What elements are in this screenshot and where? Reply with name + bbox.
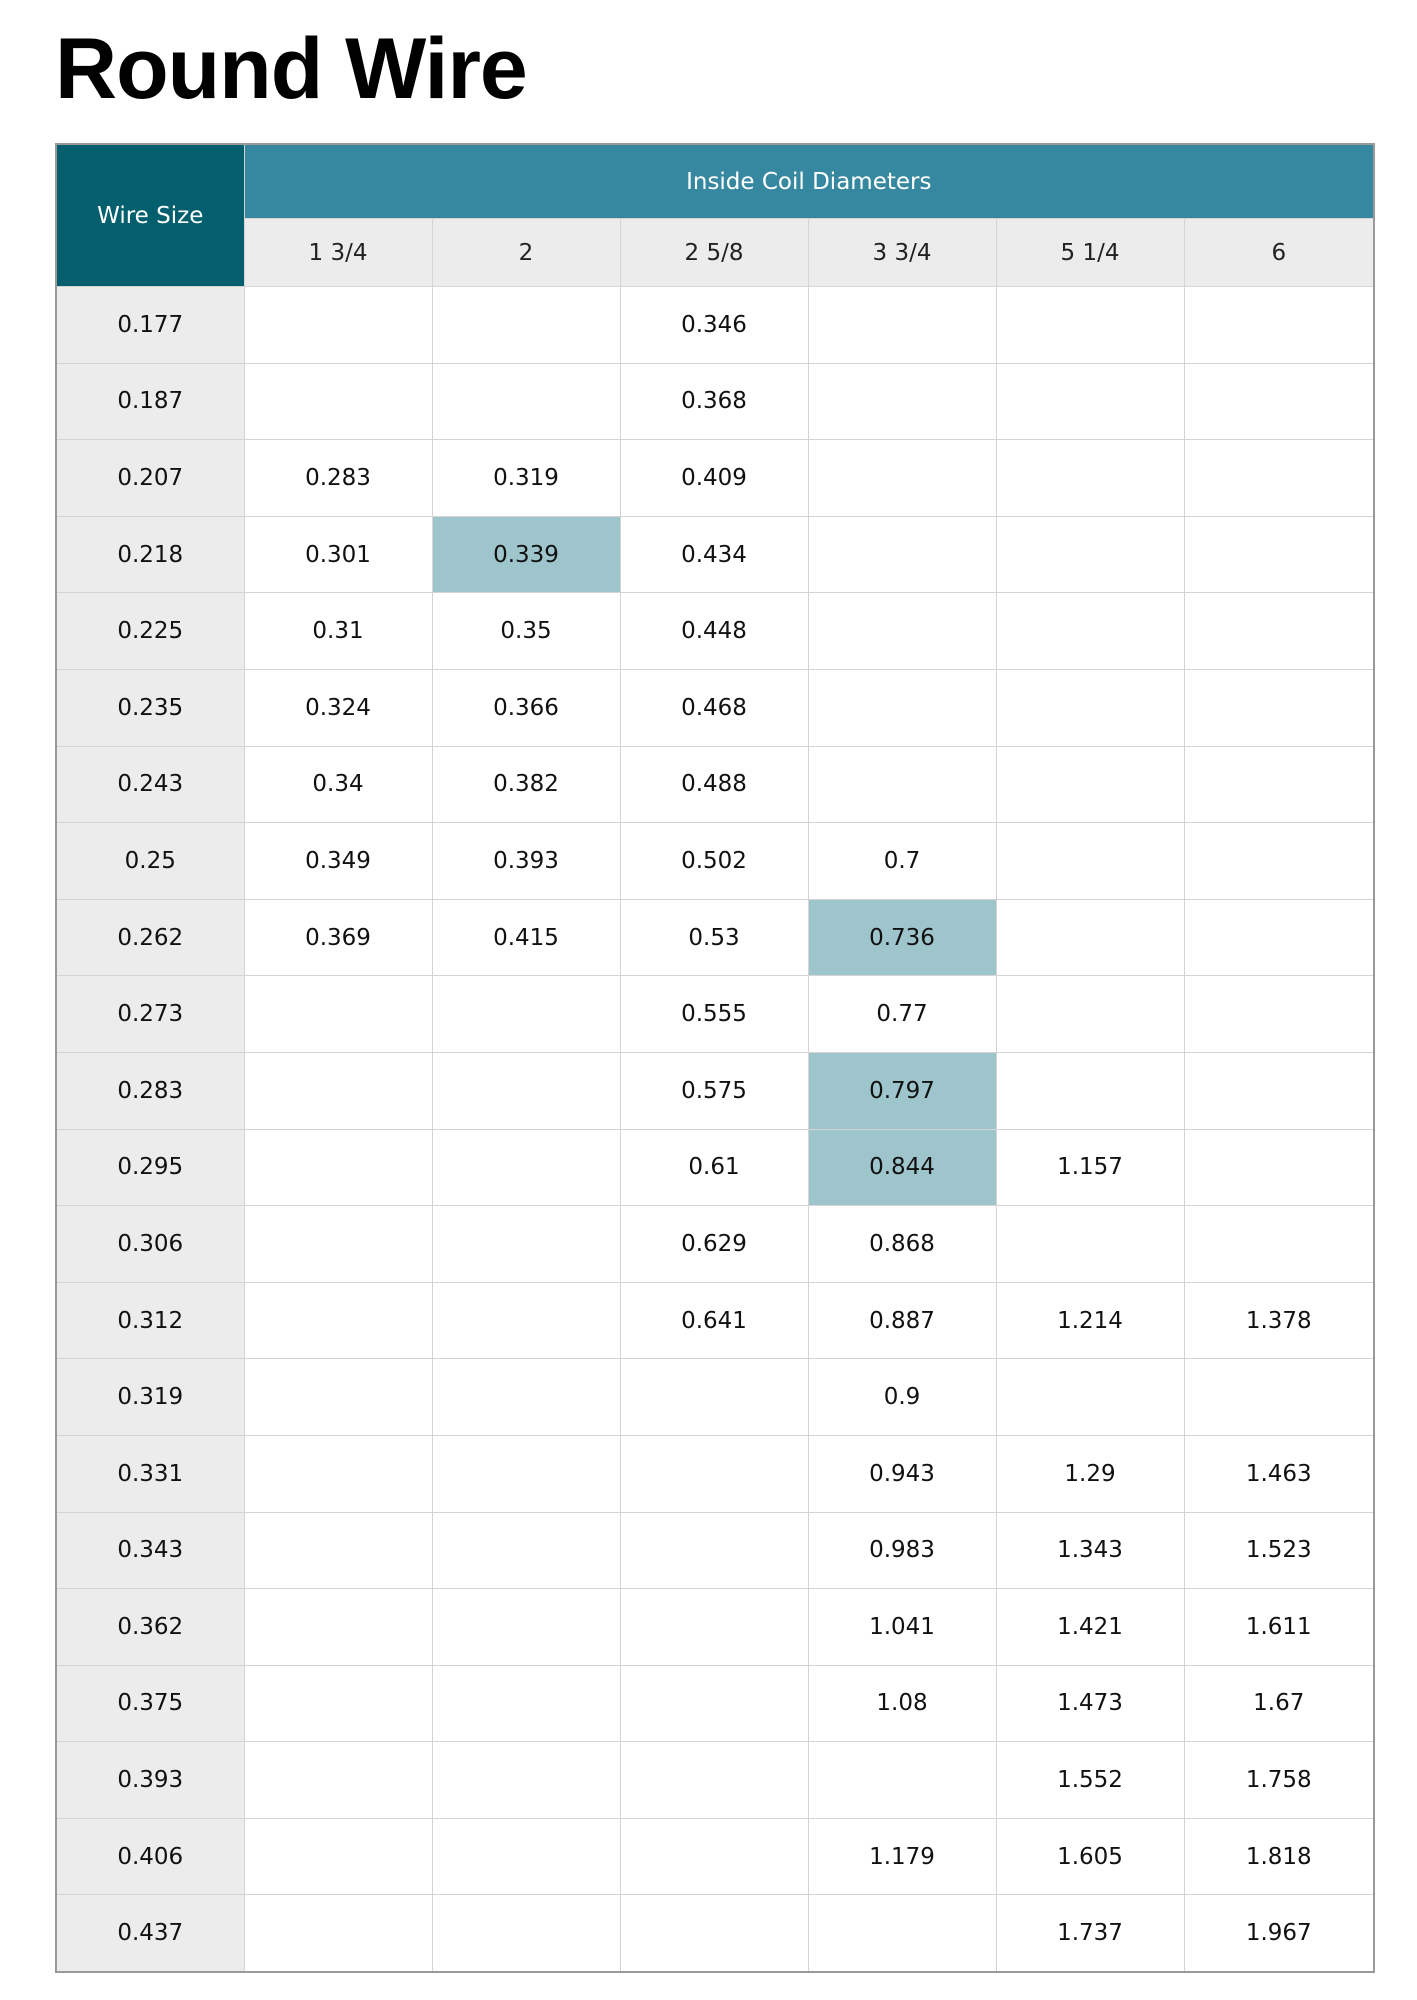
value-cell bbox=[1184, 287, 1374, 364]
wire-size-header: Wire Size bbox=[56, 144, 244, 287]
value-cell: 1.523 bbox=[1184, 1512, 1374, 1589]
wire-size-cell: 0.295 bbox=[56, 1129, 244, 1206]
value-cell bbox=[244, 1742, 432, 1819]
value-cell: 1.611 bbox=[1184, 1589, 1374, 1666]
value-cell bbox=[808, 746, 996, 823]
value-cell bbox=[432, 287, 620, 364]
value-cell bbox=[244, 1435, 432, 1512]
value-cell bbox=[244, 1206, 432, 1283]
table-row bbox=[56, 1282, 1374, 1359]
wire-size-cell: 0.343 bbox=[56, 1512, 244, 1589]
page-title: Round Wire bbox=[55, 21, 527, 117]
value-cell bbox=[808, 1742, 996, 1819]
value-cell: 0.868 bbox=[808, 1206, 996, 1283]
value-cell bbox=[432, 363, 620, 440]
value-cell bbox=[808, 1895, 996, 1972]
value-cell bbox=[808, 287, 996, 364]
value-cell bbox=[244, 1129, 432, 1206]
value-cell: 1.737 bbox=[996, 1895, 1184, 1972]
diameter-header: 6 bbox=[1184, 219, 1374, 287]
table-row bbox=[56, 1818, 1374, 1895]
diameter-header: 2 bbox=[432, 219, 620, 287]
round-wire-table bbox=[55, 143, 1375, 1973]
value-cell: 1.08 bbox=[808, 1665, 996, 1742]
wire-size-cell: 0.177 bbox=[56, 287, 244, 364]
table-row bbox=[56, 1435, 1374, 1512]
value-cell: 0.641 bbox=[620, 1282, 808, 1359]
value-cell: 0.409 bbox=[620, 440, 808, 517]
table-row bbox=[56, 1206, 1374, 1283]
value-cell bbox=[620, 1818, 808, 1895]
value-cell bbox=[432, 1895, 620, 1972]
wire-size-cell: 0.243 bbox=[56, 746, 244, 823]
wire-size-cell: 0.393 bbox=[56, 1742, 244, 1819]
wire-size-cell: 0.218 bbox=[56, 516, 244, 593]
value-cell bbox=[244, 363, 432, 440]
table-row bbox=[56, 516, 1374, 593]
wire-size-cell: 0.207 bbox=[56, 440, 244, 517]
table-row bbox=[56, 363, 1374, 440]
value-cell: 1.463 bbox=[1184, 1435, 1374, 1512]
value-cell: 0.283 bbox=[244, 440, 432, 517]
value-cell: 1.552 bbox=[996, 1742, 1184, 1819]
value-cell: 1.343 bbox=[996, 1512, 1184, 1589]
value-cell: 1.758 bbox=[1184, 1742, 1374, 1819]
value-cell: 0.502 bbox=[620, 823, 808, 900]
value-cell: 1.67 bbox=[1184, 1665, 1374, 1742]
wire-size-cell: 0.362 bbox=[56, 1589, 244, 1666]
value-cell: 0.301 bbox=[244, 516, 432, 593]
value-cell bbox=[996, 516, 1184, 593]
diameter-header: 3 3/4 bbox=[808, 219, 996, 287]
value-cell: 1.605 bbox=[996, 1818, 1184, 1895]
table-row bbox=[56, 1665, 1374, 1742]
wire-size-cell: 0.262 bbox=[56, 899, 244, 976]
table-row bbox=[56, 593, 1374, 670]
value-cell bbox=[1184, 669, 1374, 746]
value-cell bbox=[1184, 363, 1374, 440]
value-cell bbox=[1184, 746, 1374, 823]
value-cell bbox=[1184, 823, 1374, 900]
value-cell bbox=[620, 1665, 808, 1742]
value-cell bbox=[996, 899, 1184, 976]
table-row bbox=[56, 1512, 1374, 1589]
value-cell bbox=[432, 1512, 620, 1589]
value-cell bbox=[620, 1512, 808, 1589]
value-cell bbox=[996, 976, 1184, 1053]
table-row bbox=[56, 823, 1374, 900]
value-cell: 0.629 bbox=[620, 1206, 808, 1283]
value-cell bbox=[1184, 593, 1374, 670]
table-row bbox=[56, 899, 1374, 976]
table-row bbox=[56, 1052, 1374, 1129]
highlighted-cell: 0.797 bbox=[808, 1052, 996, 1129]
value-cell bbox=[244, 1052, 432, 1129]
value-cell: 1.473 bbox=[996, 1665, 1184, 1742]
value-cell bbox=[432, 1206, 620, 1283]
diameter-header: 5 1/4 bbox=[996, 219, 1184, 287]
value-cell: 1.214 bbox=[996, 1282, 1184, 1359]
value-cell bbox=[1184, 1052, 1374, 1129]
value-cell bbox=[996, 287, 1184, 364]
highlighted-cell: 0.844 bbox=[808, 1129, 996, 1206]
value-cell bbox=[996, 363, 1184, 440]
diameter-header: 1 3/4 bbox=[244, 219, 432, 287]
value-cell bbox=[432, 1359, 620, 1436]
value-cell: 0.349 bbox=[244, 823, 432, 900]
value-cell bbox=[996, 1359, 1184, 1436]
wire-size-cell: 0.437 bbox=[56, 1895, 244, 1972]
value-cell: 0.575 bbox=[620, 1052, 808, 1129]
value-cell: 1.041 bbox=[808, 1589, 996, 1666]
value-cell: 1.421 bbox=[996, 1589, 1184, 1666]
value-cell bbox=[996, 669, 1184, 746]
value-cell bbox=[996, 746, 1184, 823]
value-cell: 0.393 bbox=[432, 823, 620, 900]
value-cell bbox=[808, 593, 996, 670]
highlighted-cell: 0.736 bbox=[808, 899, 996, 976]
value-cell bbox=[244, 1818, 432, 1895]
value-cell bbox=[432, 1742, 620, 1819]
value-cell: 0.34 bbox=[244, 746, 432, 823]
value-cell bbox=[244, 1589, 432, 1666]
value-cell bbox=[996, 1052, 1184, 1129]
value-cell bbox=[996, 823, 1184, 900]
diameter-header-row bbox=[56, 219, 1374, 287]
value-cell bbox=[1184, 1206, 1374, 1283]
wire-size-cell: 0.312 bbox=[56, 1282, 244, 1359]
value-cell bbox=[432, 1818, 620, 1895]
value-cell: 0.415 bbox=[432, 899, 620, 976]
value-cell bbox=[432, 1282, 620, 1359]
value-cell: 0.7 bbox=[808, 823, 996, 900]
value-cell bbox=[620, 1589, 808, 1666]
value-cell bbox=[432, 976, 620, 1053]
value-cell: 0.31 bbox=[244, 593, 432, 670]
value-cell bbox=[620, 1742, 808, 1819]
wire-size-cell: 0.406 bbox=[56, 1818, 244, 1895]
value-cell bbox=[1184, 1129, 1374, 1206]
value-cell: 0.324 bbox=[244, 669, 432, 746]
table-row bbox=[56, 287, 1374, 364]
value-cell: 0.77 bbox=[808, 976, 996, 1053]
table-row bbox=[56, 440, 1374, 517]
value-cell: 0.943 bbox=[808, 1435, 996, 1512]
value-cell bbox=[1184, 899, 1374, 976]
value-cell bbox=[244, 1512, 432, 1589]
value-cell bbox=[432, 1052, 620, 1129]
highlighted-cell: 0.339 bbox=[432, 516, 620, 593]
value-cell: 0.35 bbox=[432, 593, 620, 670]
value-cell: 1.378 bbox=[1184, 1282, 1374, 1359]
value-cell: 1.29 bbox=[996, 1435, 1184, 1512]
value-cell bbox=[620, 1435, 808, 1512]
value-cell bbox=[432, 1435, 620, 1512]
table-row bbox=[56, 1129, 1374, 1206]
value-cell: 0.555 bbox=[620, 976, 808, 1053]
value-cell bbox=[996, 593, 1184, 670]
value-cell bbox=[808, 516, 996, 593]
table-row bbox=[56, 669, 1374, 746]
value-cell bbox=[808, 363, 996, 440]
value-cell bbox=[620, 1895, 808, 1972]
value-cell bbox=[808, 440, 996, 517]
wire-size-cell: 0.283 bbox=[56, 1052, 244, 1129]
wire-size-cell: 0.319 bbox=[56, 1359, 244, 1436]
value-cell: 0.434 bbox=[620, 516, 808, 593]
wire-size-cell: 0.331 bbox=[56, 1435, 244, 1512]
value-cell: 0.9 bbox=[808, 1359, 996, 1436]
value-cell bbox=[620, 1359, 808, 1436]
value-cell bbox=[432, 1665, 620, 1742]
value-cell: 0.983 bbox=[808, 1512, 996, 1589]
value-cell bbox=[1184, 1359, 1374, 1436]
value-cell: 1.179 bbox=[808, 1818, 996, 1895]
value-cell: 1.967 bbox=[1184, 1895, 1374, 1972]
value-cell: 0.346 bbox=[620, 287, 808, 364]
value-cell bbox=[244, 1665, 432, 1742]
table-row bbox=[56, 1742, 1374, 1819]
value-cell bbox=[432, 1129, 620, 1206]
value-cell bbox=[432, 1589, 620, 1666]
wire-size-cell: 0.306 bbox=[56, 1206, 244, 1283]
value-cell bbox=[244, 287, 432, 364]
value-cell bbox=[996, 440, 1184, 517]
value-cell: 0.368 bbox=[620, 363, 808, 440]
wire-size-cell: 0.273 bbox=[56, 976, 244, 1053]
value-cell bbox=[244, 976, 432, 1053]
value-cell bbox=[1184, 976, 1374, 1053]
diameter-header: 2 5/8 bbox=[620, 219, 808, 287]
value-cell bbox=[1184, 440, 1374, 517]
table-row bbox=[56, 746, 1374, 823]
value-cell bbox=[244, 1895, 432, 1972]
value-cell: 0.369 bbox=[244, 899, 432, 976]
table-row bbox=[56, 1589, 1374, 1666]
wire-size-cell: 0.25 bbox=[56, 823, 244, 900]
value-cell: 1.818 bbox=[1184, 1818, 1374, 1895]
wire-size-cell: 0.225 bbox=[56, 593, 244, 670]
value-cell bbox=[996, 1206, 1184, 1283]
value-cell bbox=[244, 1282, 432, 1359]
value-cell: 1.157 bbox=[996, 1129, 1184, 1206]
value-cell bbox=[1184, 516, 1374, 593]
wire-size-cell: 0.235 bbox=[56, 669, 244, 746]
inside-coil-diameters-header: Inside Coil Diameters bbox=[244, 144, 1374, 219]
value-cell: 0.468 bbox=[620, 669, 808, 746]
value-cell: 0.61 bbox=[620, 1129, 808, 1206]
value-cell: 0.319 bbox=[432, 440, 620, 517]
value-cell: 0.382 bbox=[432, 746, 620, 823]
table-row bbox=[56, 1359, 1374, 1436]
table-row bbox=[56, 976, 1374, 1053]
value-cell: 0.53 bbox=[620, 899, 808, 976]
wire-size-cell: 0.375 bbox=[56, 1665, 244, 1742]
value-cell: 0.488 bbox=[620, 746, 808, 823]
value-cell bbox=[244, 1359, 432, 1436]
value-cell: 0.366 bbox=[432, 669, 620, 746]
table-body bbox=[56, 287, 1374, 1972]
value-cell: 0.448 bbox=[620, 593, 808, 670]
table-row bbox=[56, 1895, 1374, 1972]
value-cell: 0.887 bbox=[808, 1282, 996, 1359]
value-cell bbox=[808, 669, 996, 746]
wire-size-cell: 0.187 bbox=[56, 363, 244, 440]
